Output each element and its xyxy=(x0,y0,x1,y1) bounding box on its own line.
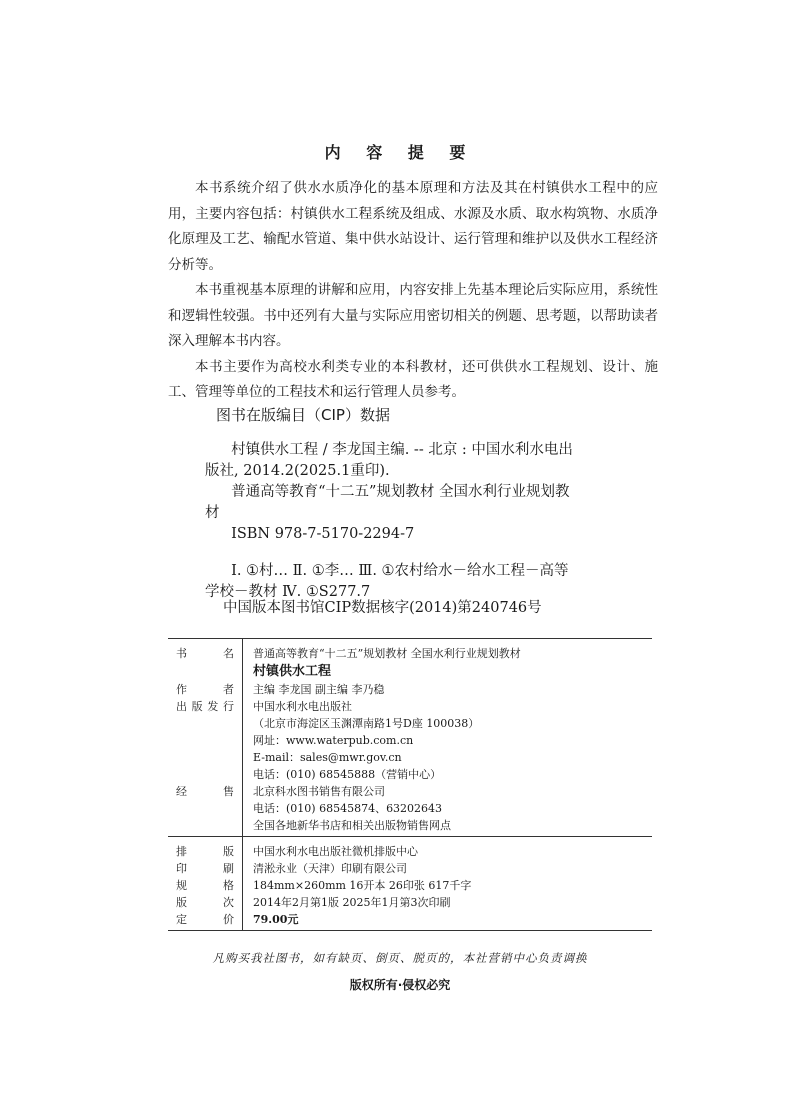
cip-record xyxy=(205,440,575,603)
colophon-label xyxy=(168,766,242,783)
colophon-value: 电话：(010) 68545874、63202643 xyxy=(253,802,443,815)
colophon-section xyxy=(168,836,652,930)
summary-paragraph: 本书重视基本原理的讲解和应用，内容安排上先基本理论后实际应用，系统性和逻辑性较强。书中还列有大量与实际应用密切相关的例题、思考题，以帮助读者深入理解本书内容。 xyxy=(168,282,658,349)
colophon-label xyxy=(168,800,242,817)
cip-record-number: 中国版本图书馆CIP数据核字(2014)第240746号 xyxy=(223,600,542,616)
return-notice: 凡购买我社图书，如有缺页、倒页、脱页的，本社营销中心负责调换 xyxy=(212,951,588,965)
colophon-table xyxy=(168,638,652,931)
colophon-labels xyxy=(168,837,243,930)
colophon-values xyxy=(243,837,652,930)
colophon-value: 村镇供水工程 xyxy=(253,664,332,679)
summary-title: 内 容 提 要 xyxy=(324,143,476,162)
colophon-label xyxy=(168,749,242,766)
colophon-value: 中国水利水电出版社 xyxy=(253,700,352,713)
colophon-labels xyxy=(168,639,243,836)
colophon-value: 184mm×260mm 16开本 26印张 617千字 xyxy=(253,879,472,892)
colophon-label xyxy=(168,732,242,749)
colophon-label: 版 次 xyxy=(176,896,234,909)
colophon-label xyxy=(168,817,242,834)
cip-heading: 图书在版编目（CIP）数据 xyxy=(216,406,390,424)
colophon-label: 作 者 xyxy=(176,683,234,696)
colophon-label: 出 版 发 行 xyxy=(176,700,234,713)
colophon-value: 电话：(010) 68545888（营销中心） xyxy=(253,768,442,781)
summary-body xyxy=(168,176,658,406)
colophon-label: 排 版 xyxy=(176,845,234,858)
colophon-value: 清淞永业（天津）印刷有限公司 xyxy=(253,862,407,875)
rights-notice: 版权所有·侵权必究 xyxy=(349,978,451,992)
colophon-value: （北京市海淀区玉渊潭南路1号D座 100038） xyxy=(253,717,480,730)
colophon-section xyxy=(168,639,652,836)
cip-isbn: ISBN 978-7-5170-2294-7 xyxy=(231,526,415,542)
colophon-value: 普通高等教育“十二五”规划教材 全国水利行业规划教材 xyxy=(253,647,521,660)
summary-paragraph: 本书系统介绍了供水水质净化的基本原理和方法及其在村镇供水工程中的应用，主要内容包括：村镇供水工程系统及组成、水源及水质、取水构筑物、水质净化原理及工艺、输配水管道、集中供水站设计、运行管理和维护以及供水工程经济分析等。 xyxy=(168,180,658,273)
cip-series: 普通高等教育“十二五”规划教材 全国水利行业规划教材 xyxy=(205,484,570,521)
colophon-label: 定 价 xyxy=(176,913,234,926)
colophon-value: 主编 李龙国 副主编 李乃稳 xyxy=(253,683,385,696)
cip-entry: 村镇供水工程 / 李龙国主编. -- 北京 : 中国水利水电出版社, 2014.2(2025.1重印). xyxy=(205,442,573,479)
colophon-value: 2014年2月第1版 2025年1月第3次印刷 xyxy=(253,896,451,909)
colophon-value: 79.00元 xyxy=(253,913,299,926)
colophon-label: 规 格 xyxy=(176,879,234,892)
colophon-value: 北京科水图书销售有限公司 xyxy=(253,785,385,798)
colophon-value: 全国各地新华书店和相关出版物销售网点 xyxy=(253,819,451,832)
colophon-label: 经 售 xyxy=(176,785,234,798)
colophon-label xyxy=(168,715,242,732)
cip-classification: Ⅰ. ①村… Ⅱ. ①李… Ⅲ. ①农村给水－给水工程－高等学校－教材 Ⅳ. ①S277.7 xyxy=(205,563,569,600)
colophon-value: 中国水利水电出版社微机排版中心 xyxy=(253,845,418,858)
colophon-label: 印 刷 xyxy=(176,862,234,875)
colophon-label xyxy=(168,662,242,681)
colophon-values xyxy=(243,639,652,836)
colophon-value: 网址：www.waterpub.com.cn xyxy=(253,734,414,747)
colophon-label: 书 名 xyxy=(176,647,234,660)
summary-paragraph: 本书主要作为高校水利类专业的本科教材，还可供供水工程规划、设计、施工、管理等单位的工程技术和运行管理人员参考。 xyxy=(168,358,658,400)
colophon-value: E-mail：sales@mwr.gov.cn xyxy=(253,751,402,764)
